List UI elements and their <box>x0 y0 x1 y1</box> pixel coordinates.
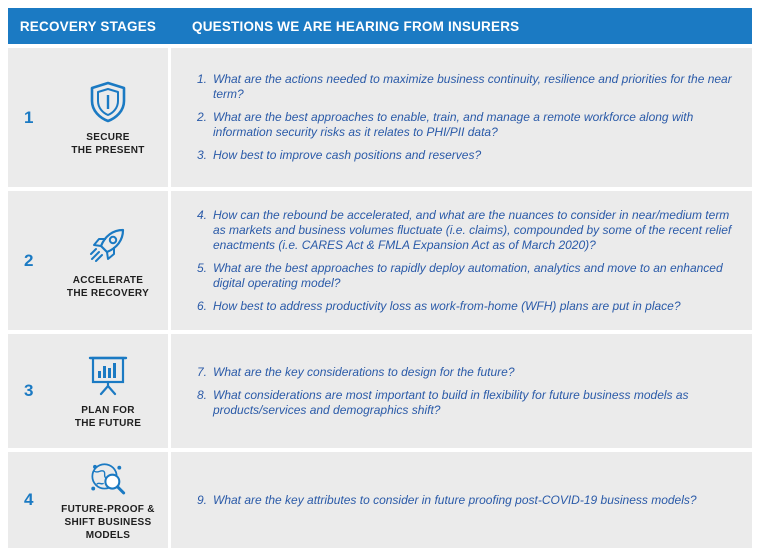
recovery-stages-table <box>8 8 752 548</box>
stage-name: PLAN FOR THE FUTURE <box>74 405 142 429</box>
question-text: What are the key attributes to consider in future proofing post-COVID-19 business models? <box>213 492 697 507</box>
presentation-chart-icon <box>85 352 131 398</box>
question-item <box>197 493 734 508</box>
question-item <box>197 72 734 102</box>
question-number: 1. <box>197 72 208 86</box>
question-number: 5. <box>197 260 208 275</box>
question-number: 4. <box>197 207 208 222</box>
question-text: What are the key considerations to design for the future? <box>213 364 515 379</box>
question-number: 6. <box>197 298 208 313</box>
question-item <box>197 148 734 163</box>
questions-column-header: QUESTIONS WE ARE HEARING FROM INSURERS <box>192 18 520 34</box>
stage-row <box>8 452 752 548</box>
stage-cell <box>8 334 168 448</box>
question-item <box>197 365 734 380</box>
question-text: What considerations are most important to build in flexibility for future business models as products/services and demographics shift? <box>213 387 689 417</box>
stage-number: 2 <box>24 250 34 270</box>
questions-cell <box>171 191 752 330</box>
question-text: How best to address productivity loss as work-from-home (WFH) plans are put in place? <box>213 298 681 313</box>
stage-number: 1 <box>24 107 34 127</box>
question-item <box>197 261 734 291</box>
stage-name: SECURE THE PRESENT <box>71 131 145 156</box>
stage-row <box>8 48 752 187</box>
shield-icon <box>85 79 131 125</box>
question-text: How can the rebound be accelerated, and what are the nuances to consider in near/medium term as markets and business volumes fluctuate (i.e. claims), compounded by some of the recent relief enactments (i.e. CARES Act & FMLA Expansion Act as of March 2020)? <box>213 207 732 252</box>
question-item <box>197 388 734 418</box>
stage-cell <box>8 452 168 548</box>
question-text: What are the best approaches to rapidly deploy automation, analytics and move to an enhanced digital operating model? <box>213 260 723 290</box>
question-number: 7. <box>197 364 208 379</box>
globe-magnifier-icon <box>88 459 128 499</box>
table-header <box>8 8 752 44</box>
question-text: What are the actions needed to maximize business continuity, resilience and priorities for the near term? <box>213 72 732 101</box>
stage-name: FUTURE-PROOF & SHIFT BUSINESS MODELS <box>61 503 155 541</box>
stage-number: 3 <box>24 381 34 400</box>
questions-cell <box>171 48 752 187</box>
questions-cell <box>171 334 752 448</box>
stages-column-header: RECOVERY STAGES <box>19 18 157 34</box>
question-number: 3. <box>197 148 208 162</box>
question-number: 2. <box>197 110 208 124</box>
stage-row <box>8 334 752 448</box>
question-item <box>197 110 734 140</box>
question-item <box>197 208 734 253</box>
questions-cell <box>171 452 752 548</box>
rocket-icon <box>85 222 131 268</box>
stage-cell <box>8 48 168 187</box>
stage-number: 4 <box>24 490 34 509</box>
question-number: 8. <box>197 387 208 402</box>
question-text: What are the best approaches to enable, train, and manage a remote workforce along with information security risks as it relates to PHI/PII data? <box>213 110 694 139</box>
question-item <box>197 299 734 314</box>
question-number: 9. <box>197 492 208 507</box>
question-text: How best to improve cash positions and reserves? <box>213 148 482 162</box>
stage-cell <box>8 191 168 330</box>
stage-row <box>8 191 752 330</box>
stage-name: ACCELERATE THE RECOVERY <box>66 274 150 299</box>
